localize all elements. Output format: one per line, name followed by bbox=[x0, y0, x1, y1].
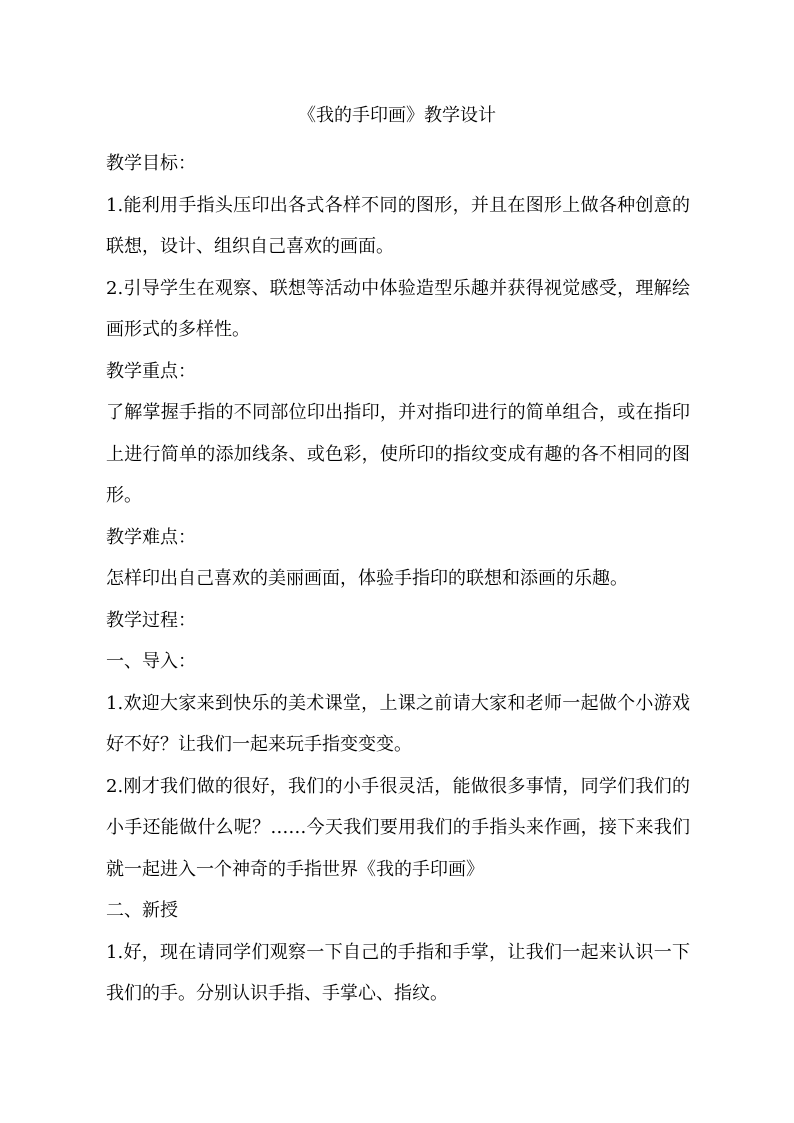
section-heading-process: 教学过程： bbox=[106, 609, 196, 631]
difficulties-text: 怎样印出自己喜欢的美丽画面，体验手指印的联想和添画的乐趣。 bbox=[106, 568, 628, 589]
key-points-text: 了解掌握手指的不同部位印出指印，并对指印进行的简单组合，或在指印上进行简单的添加线条、或色彩，使所印的指纹变成有趣的各不相同的图形。 bbox=[106, 402, 690, 506]
objective-item-1: 1.能利用手指头压印出各式各样不同的图形，并且在图形上做各种创意的联想，设计、组织自己喜欢的画面。 bbox=[106, 194, 690, 257]
section-heading-objectives: 教学目标： bbox=[106, 153, 196, 174]
intro-item-1: 1.欢迎大家来到快乐的美术课堂，上课之前请大家和老师一起做个小游戏好不好？让我们一起来玩手指变变变。 bbox=[106, 692, 690, 755]
document-title: 《我的手印画》教学设计 bbox=[298, 105, 496, 126]
intro-item-2: 2.刚才我们做的很好，我们的小手很灵活，能做很多事情，同学们我们的小手还能做什么呢？……今天我们要用我们的手指头来作画，接下来我们就一起进入一个神奇的手指世界《我的手印画》 bbox=[106, 775, 690, 880]
section-heading-difficulties: 教学难点： bbox=[106, 526, 196, 548]
subsection-heading-intro: 一、导入： bbox=[106, 651, 196, 672]
subsection-heading-new-lesson: 二、新授 bbox=[106, 900, 178, 921]
document-body bbox=[106, 143, 690, 1015]
new-lesson-item-1: 1.好，现在请同学们观察一下自己的手指和手掌，让我们一起来认识一下我们的手。分别认识手指、手掌心、指纹。 bbox=[106, 941, 690, 1004]
objective-item-2: 2.引导学生在观察、联想等活动中体验造型乐趣并获得视觉感受，理解绘画形式的多样性。 bbox=[106, 277, 690, 340]
section-heading-key-points: 教学重点： bbox=[106, 360, 196, 382]
